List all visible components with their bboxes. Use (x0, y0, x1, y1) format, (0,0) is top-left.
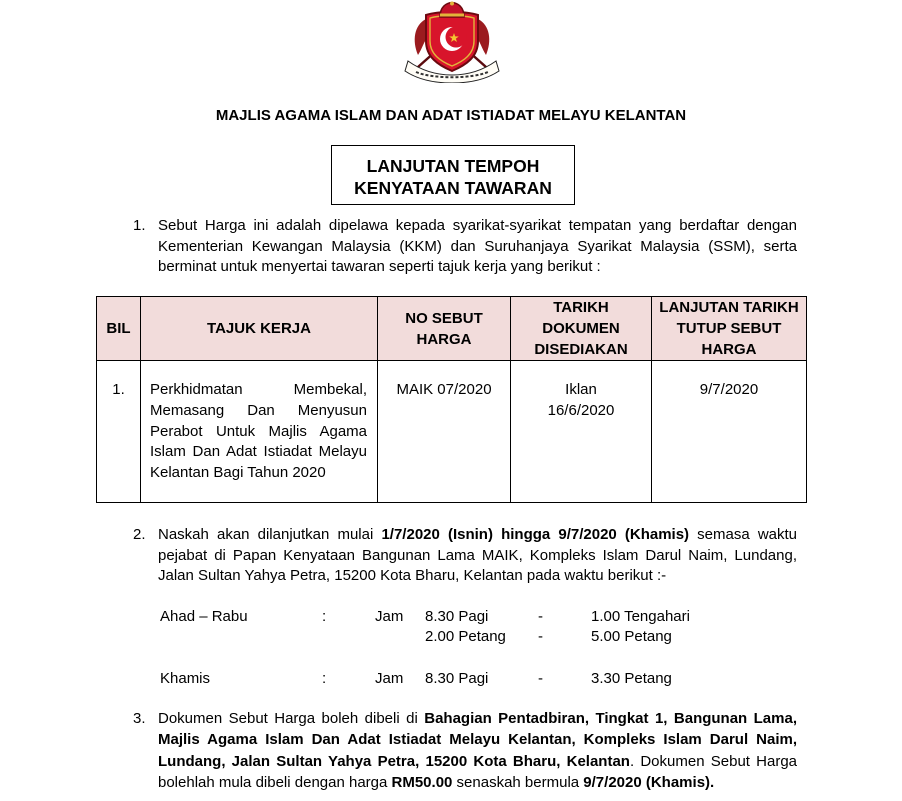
text-line (158, 708, 797, 729)
text-line: Kementerian Kewangan Malaysia (KKM) dan Suruhanjaya Syarikat Malaysia (SSM), serta (158, 237, 797, 255)
schedule-label: Jam (375, 608, 404, 625)
notice-title-box (331, 145, 575, 205)
cell-lanjutan-tarikh: 9/7/2020 (652, 361, 807, 503)
column-header-bil: BIL (97, 297, 141, 361)
text-line: berminat untuk menyertai tawaran seperti tajuk kerja yang berikut : (158, 258, 601, 275)
text-line (158, 525, 797, 546)
table-row (97, 361, 807, 503)
cell-line: Kelantan Bagi Tahun 2020 (150, 464, 326, 481)
text-segment: . Dokumen Sebut Harga (629, 752, 798, 770)
column-header-lanjutan-tarikh (652, 297, 807, 361)
header-line: TARIKH (553, 299, 609, 316)
text-segment: Naskah akan dilanjutkan mulai (158, 526, 382, 543)
bold-text-segment: 1/7/2020 (Isnin) hingga 9/7/2020 (Khamis) (381, 526, 690, 543)
cell-line: 16/6/2020 (547, 401, 615, 419)
schedule-separator: : (322, 670, 327, 687)
section-1-text (158, 216, 797, 278)
text-segment: Dokumen Sebut Harga boleh dibeli di (158, 710, 425, 727)
schedule-from: 8.30 Pagi (425, 670, 489, 687)
header-line: HARGA (416, 330, 472, 348)
notice-title-line: KENYATAAN TAWARAN (354, 178, 552, 198)
column-header-tajuk-kerja: TAJUK KERJA (141, 297, 378, 361)
schedule-to: 3.30 Petang (591, 670, 672, 687)
cell-line: Memasang Dan Menyusun (150, 401, 367, 419)
header-line: DISEDIAKAN (534, 341, 628, 358)
notice-title-line: LANJUTAN TEMPOH (366, 156, 540, 176)
section-2-text (158, 525, 797, 587)
bold-text-segment: Lundang, Jalan Sultan Yahya Petra, 15200 Kota Bharu, Kelantan (158, 752, 630, 770)
cell-line: Iklan (565, 381, 597, 398)
column-header-no-sebut-harga (378, 297, 511, 361)
section-number: 3. (133, 710, 146, 727)
text-segment: bolehlah mula dibeli dengan harga (158, 773, 392, 791)
office-hours-schedule (0, 607, 902, 699)
cell-tajuk-kerja (141, 361, 378, 503)
crest-emblem-icon (404, 1, 500, 83)
bold-text-segment: RM50.00 (391, 773, 453, 791)
organization-heading: MAJLIS AGAMA ISLAM DAN ADAT ISTIADAT MELAYU KELANTAN (215, 107, 687, 124)
schedule-row (0, 669, 902, 689)
cell-line: Perkhidmatan Membekal, (150, 381, 367, 398)
cell-no-sebut-harga: MAIK 07/2020 (378, 361, 511, 503)
schedule-row (0, 627, 902, 647)
tender-table (96, 296, 807, 503)
header-line: DOKUMEN (542, 320, 620, 337)
schedule-dash: - (538, 608, 543, 625)
header-line: LANJUTAN TARIKH (659, 299, 799, 316)
header-line: HARGA (701, 341, 757, 358)
schedule-from: 8.30 Pagi (425, 608, 489, 625)
schedule-dash: - (538, 628, 543, 645)
schedule-day: Khamis (160, 670, 211, 687)
schedule-to: 5.00 Petang (591, 628, 672, 645)
schedule-dash: - (538, 670, 543, 687)
header-line: TUTUP SEBUT (676, 320, 782, 337)
text-line: Sebut Harga ini adalah dipelawa kepada syarikat-syarikat tempatan yang berdaftar dengan (158, 217, 797, 234)
cell-tarikh-dokumen (511, 361, 652, 503)
bold-text-segment: 9/7/2020 (Khamis). (583, 773, 715, 791)
text-segment: Jalan Sultan Yahya Petra, 15200 Kota Bharu, Kelantan pada waktu berikut :- (158, 567, 667, 584)
text-line (158, 751, 797, 772)
bold-text-segment: Majlis Agama Islam Dan Adat Istiadat Melayu Kelantan, Kompleks Islam Darul Naim, (158, 731, 797, 749)
schedule-row (0, 607, 902, 627)
majlis-crest-logo (404, 1, 500, 83)
text-line (158, 729, 797, 750)
schedule-separator: : (322, 608, 327, 625)
text-segment: pejabat di Papan Kenyataan Bangunan Lama MAIK, Kompleks Islam Darul Naim, Lundang, (158, 546, 797, 564)
schedule-day: Ahad – Rabu (160, 608, 248, 625)
schedule-label: Jam (375, 670, 404, 687)
schedule-from: 2.00 Petang (425, 628, 506, 645)
cell-line: Islam Dan Adat Istiadat Melayu (150, 443, 367, 461)
text-segment: semasa waktu (689, 526, 797, 543)
header-line: NO SEBUT (405, 309, 483, 327)
cell-line: Perabot Untuk Majlis Agama (150, 422, 367, 440)
section-3-text (158, 708, 797, 793)
table-header-row (97, 297, 807, 361)
text-line (158, 566, 797, 587)
section-number: 1. (133, 217, 146, 234)
bold-text-segment: Bahagian Pentadbiran, Tingkat 1, Bangunan Lama, (424, 710, 797, 727)
text-line (158, 772, 797, 793)
section-number: 2. (133, 526, 146, 543)
column-header-tarikh-dokumen (511, 297, 652, 361)
text-line (158, 546, 797, 567)
text-segment: senaskah bermula (452, 773, 584, 791)
cell-bil: 1. (97, 361, 141, 503)
schedule-to: 1.00 Tengahari (591, 608, 690, 625)
